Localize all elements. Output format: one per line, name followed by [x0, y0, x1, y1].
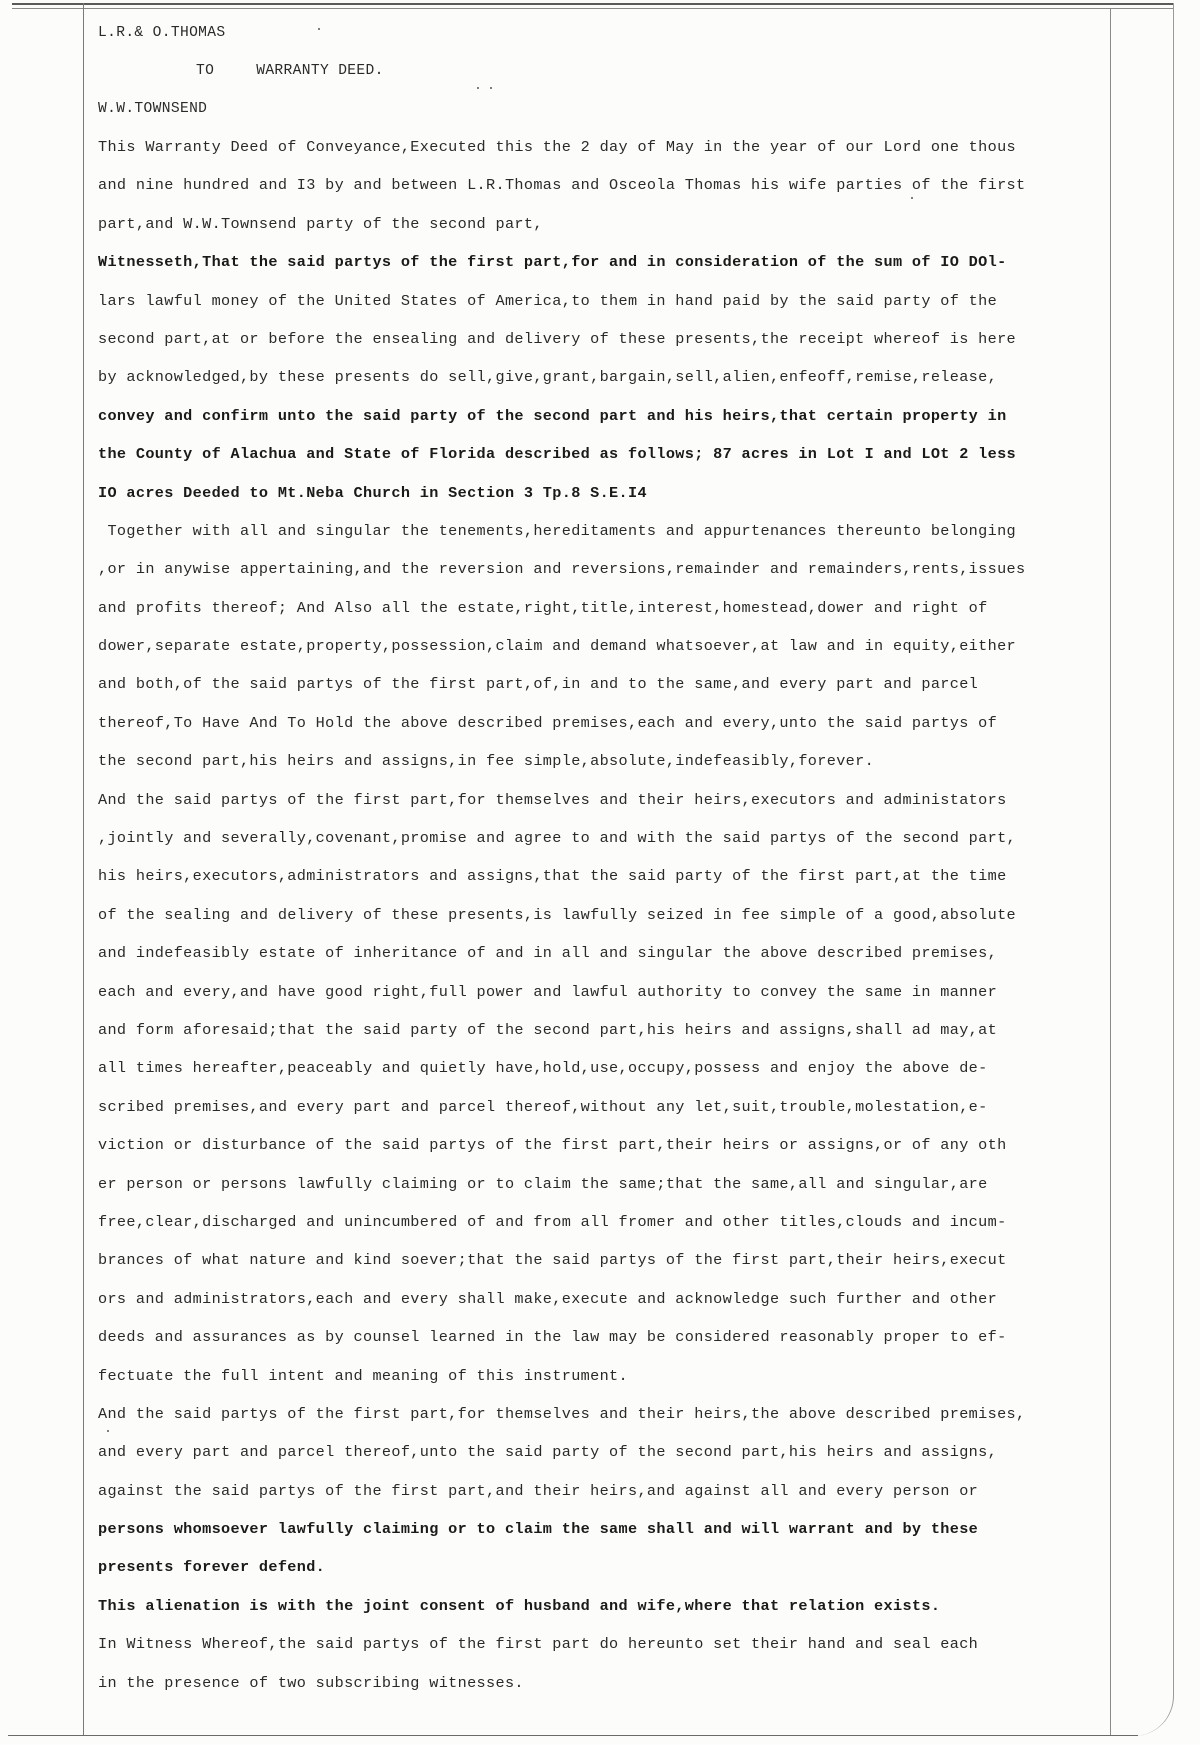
deed-text-line: IO acres Deeded to Mt.Neba Church in Section 3 Tp.8 S.E.I4 — [98, 483, 647, 502]
deed-text-line: against the said partys of the first part,and their heirs,and against all and every person or — [98, 1481, 979, 1500]
deed-body — [98, 128, 1128, 1702]
deed-text-line: This Warranty Deed of Conveyance,Executed this the 2 day of May in the year of our Lord one thous — [98, 138, 1017, 156]
deed-text-line: and indefeasibly estate of inheritance of and in all and singular the above described premises, — [98, 944, 998, 963]
deed-text-line: the County of Alachua and State of Florida described as follows; 87 acres in Lot I and LOt 2 less — [98, 445, 1017, 464]
deed-text-line: presents forever defend. — [98, 1558, 326, 1577]
deed-text-line: each and every,and have good right,full power and lawful authority to convey the same in manner — [98, 982, 998, 1001]
deed-text-line: by acknowledged,by these presents do sell,give,grant,bargain,sell,alien,enfeoff,remise,release, — [98, 368, 998, 387]
deed-text-line: And the said partys of the first part,for themselves and their heirs,executors and administators — [98, 790, 1007, 809]
deed-text-line: This alienation is with the joint consent of husband and wife,where that relation exists. — [98, 1596, 941, 1615]
deed-text-line: thereof,To Have And To Hold the above described premises,each and every,unto the said partys of — [98, 713, 998, 732]
to-label: TO — [196, 63, 215, 79]
deed-text-line: persons whomsoever lawfully claiming or to claim the same shall and will warrant and by these — [98, 1520, 979, 1539]
top-border-rule-secondary — [12, 8, 1174, 9]
deed-text-line: In Witness Whereof,the said partys of the first part do hereunto set their hand and seal each — [98, 1635, 979, 1654]
deed-text-line: scribed premises,and every part and parcel thereof,without any let,suit,trouble,molestation,e- — [98, 1097, 988, 1116]
deed-text-line: Together with all and singular the tenements,hereditaments and appurtenances thereunto belonging — [98, 521, 1017, 540]
deed-text-line: lars lawful money of the United States of America,to them in hand paid by the said party of the — [98, 291, 998, 310]
deed-text-line: free,clear,discharged and unincumbered of and from all fromer and other titles,clouds and incum- — [98, 1212, 1007, 1231]
deed-title-row — [98, 52, 1128, 90]
deed-text-line: brances of what nature and kind soever;that the said partys of the first part,their heirs,execut — [98, 1251, 1007, 1270]
deed-text-line: in the presence of two subscribing witnesses. — [98, 1673, 524, 1692]
deed-type-title: WARRANTY DEED. — [256, 63, 384, 79]
deed-text-line: Witnesseth,That the said partys of the first part,for and in consideration of the sum of IO DOl- — [98, 253, 1007, 272]
deed-text-line: the second part,his heirs and assigns,in fee simple,absolute,indefeasibly,forever. — [98, 752, 875, 771]
deed-text-line: ,or in anywise appertaining,and the reversion and reversions,remainder and remainders,rents,issues — [98, 560, 1026, 579]
deed-text-line: and form aforesaid;that the said party of the second part,his heirs and assigns,shall ad may,at — [98, 1020, 998, 1039]
top-border-rule — [12, 3, 1174, 5]
deed-text-line: fectuate the full intent and meaning of this instrument. — [98, 1366, 628, 1385]
deed-text-line: dower,separate estate,property,possession,claim and demand whatsoever,at law and in equity,either — [98, 637, 1017, 656]
deed-text-line: and profits thereof; And Also all the estate,right,title,interest,homestead,dower and right of — [98, 598, 988, 617]
grantee-name: W.W.TOWNSEND — [98, 101, 208, 117]
deed-text-line: deeds and assurances as by counsel learned in the law may be considered reasonably proper to ef- — [98, 1328, 1007, 1347]
deed-text-line: and nine hundred and I3 by and between L.R.Thomas and Osceola Thomas his wife parties of the first — [98, 176, 1026, 195]
deed-text-line: and both,of the said partys of the first part,of,in and to the same,and every part and parcel — [98, 675, 979, 694]
bottom-border-rule — [8, 1735, 1138, 1736]
deed-text-line: part,and W.W.Townsend party of the second part, — [98, 214, 543, 233]
deed-text-line: his heirs,executors,administrators and assigns,that the said party of the first part,at the time — [98, 867, 1007, 886]
deed-text-line: er person or persons lawfully claiming or to claim the same;that the same,all and singular,are — [98, 1174, 988, 1193]
deed-text-line: And the said partys of the first part,for themselves and their heirs,the above described premises, — [98, 1404, 1026, 1423]
deed-text-line: convey and confirm unto the said party of the second part and his heirs,that certain property in — [98, 406, 1007, 425]
deed-text-line: of the sealing and delivery of these presents,is lawfully seized in fee simple of a good,absolute — [98, 905, 1017, 924]
left-margin-rule — [83, 3, 84, 1736]
deed-text-line: second part,at or before the ensealing and delivery of these presents,the receipt whereof is here — [98, 329, 1017, 348]
deed-text-line: viction or disturbance of the said partys of the first part,their heirs or assigns,or of any oth — [98, 1136, 1007, 1155]
grantor-name: L.R.& O.THOMAS — [98, 25, 226, 41]
deed-text-line: all times hereafter,peaceably and quietly have,hold,use,occupy,possess and enjoy the above de- — [98, 1059, 988, 1078]
deed-document — [98, 14, 1128, 1702]
deed-text-line: ors and administrators,each and every shall make,execute and acknowledge such further and other — [98, 1289, 998, 1308]
deed-text-line: and every part and parcel thereof,unto the said party of the second part,his heirs and assigns, — [98, 1443, 998, 1462]
deed-text-line: ,jointly and severally,covenant,promise and agree to and with the said partys of the second part, — [98, 829, 1017, 848]
